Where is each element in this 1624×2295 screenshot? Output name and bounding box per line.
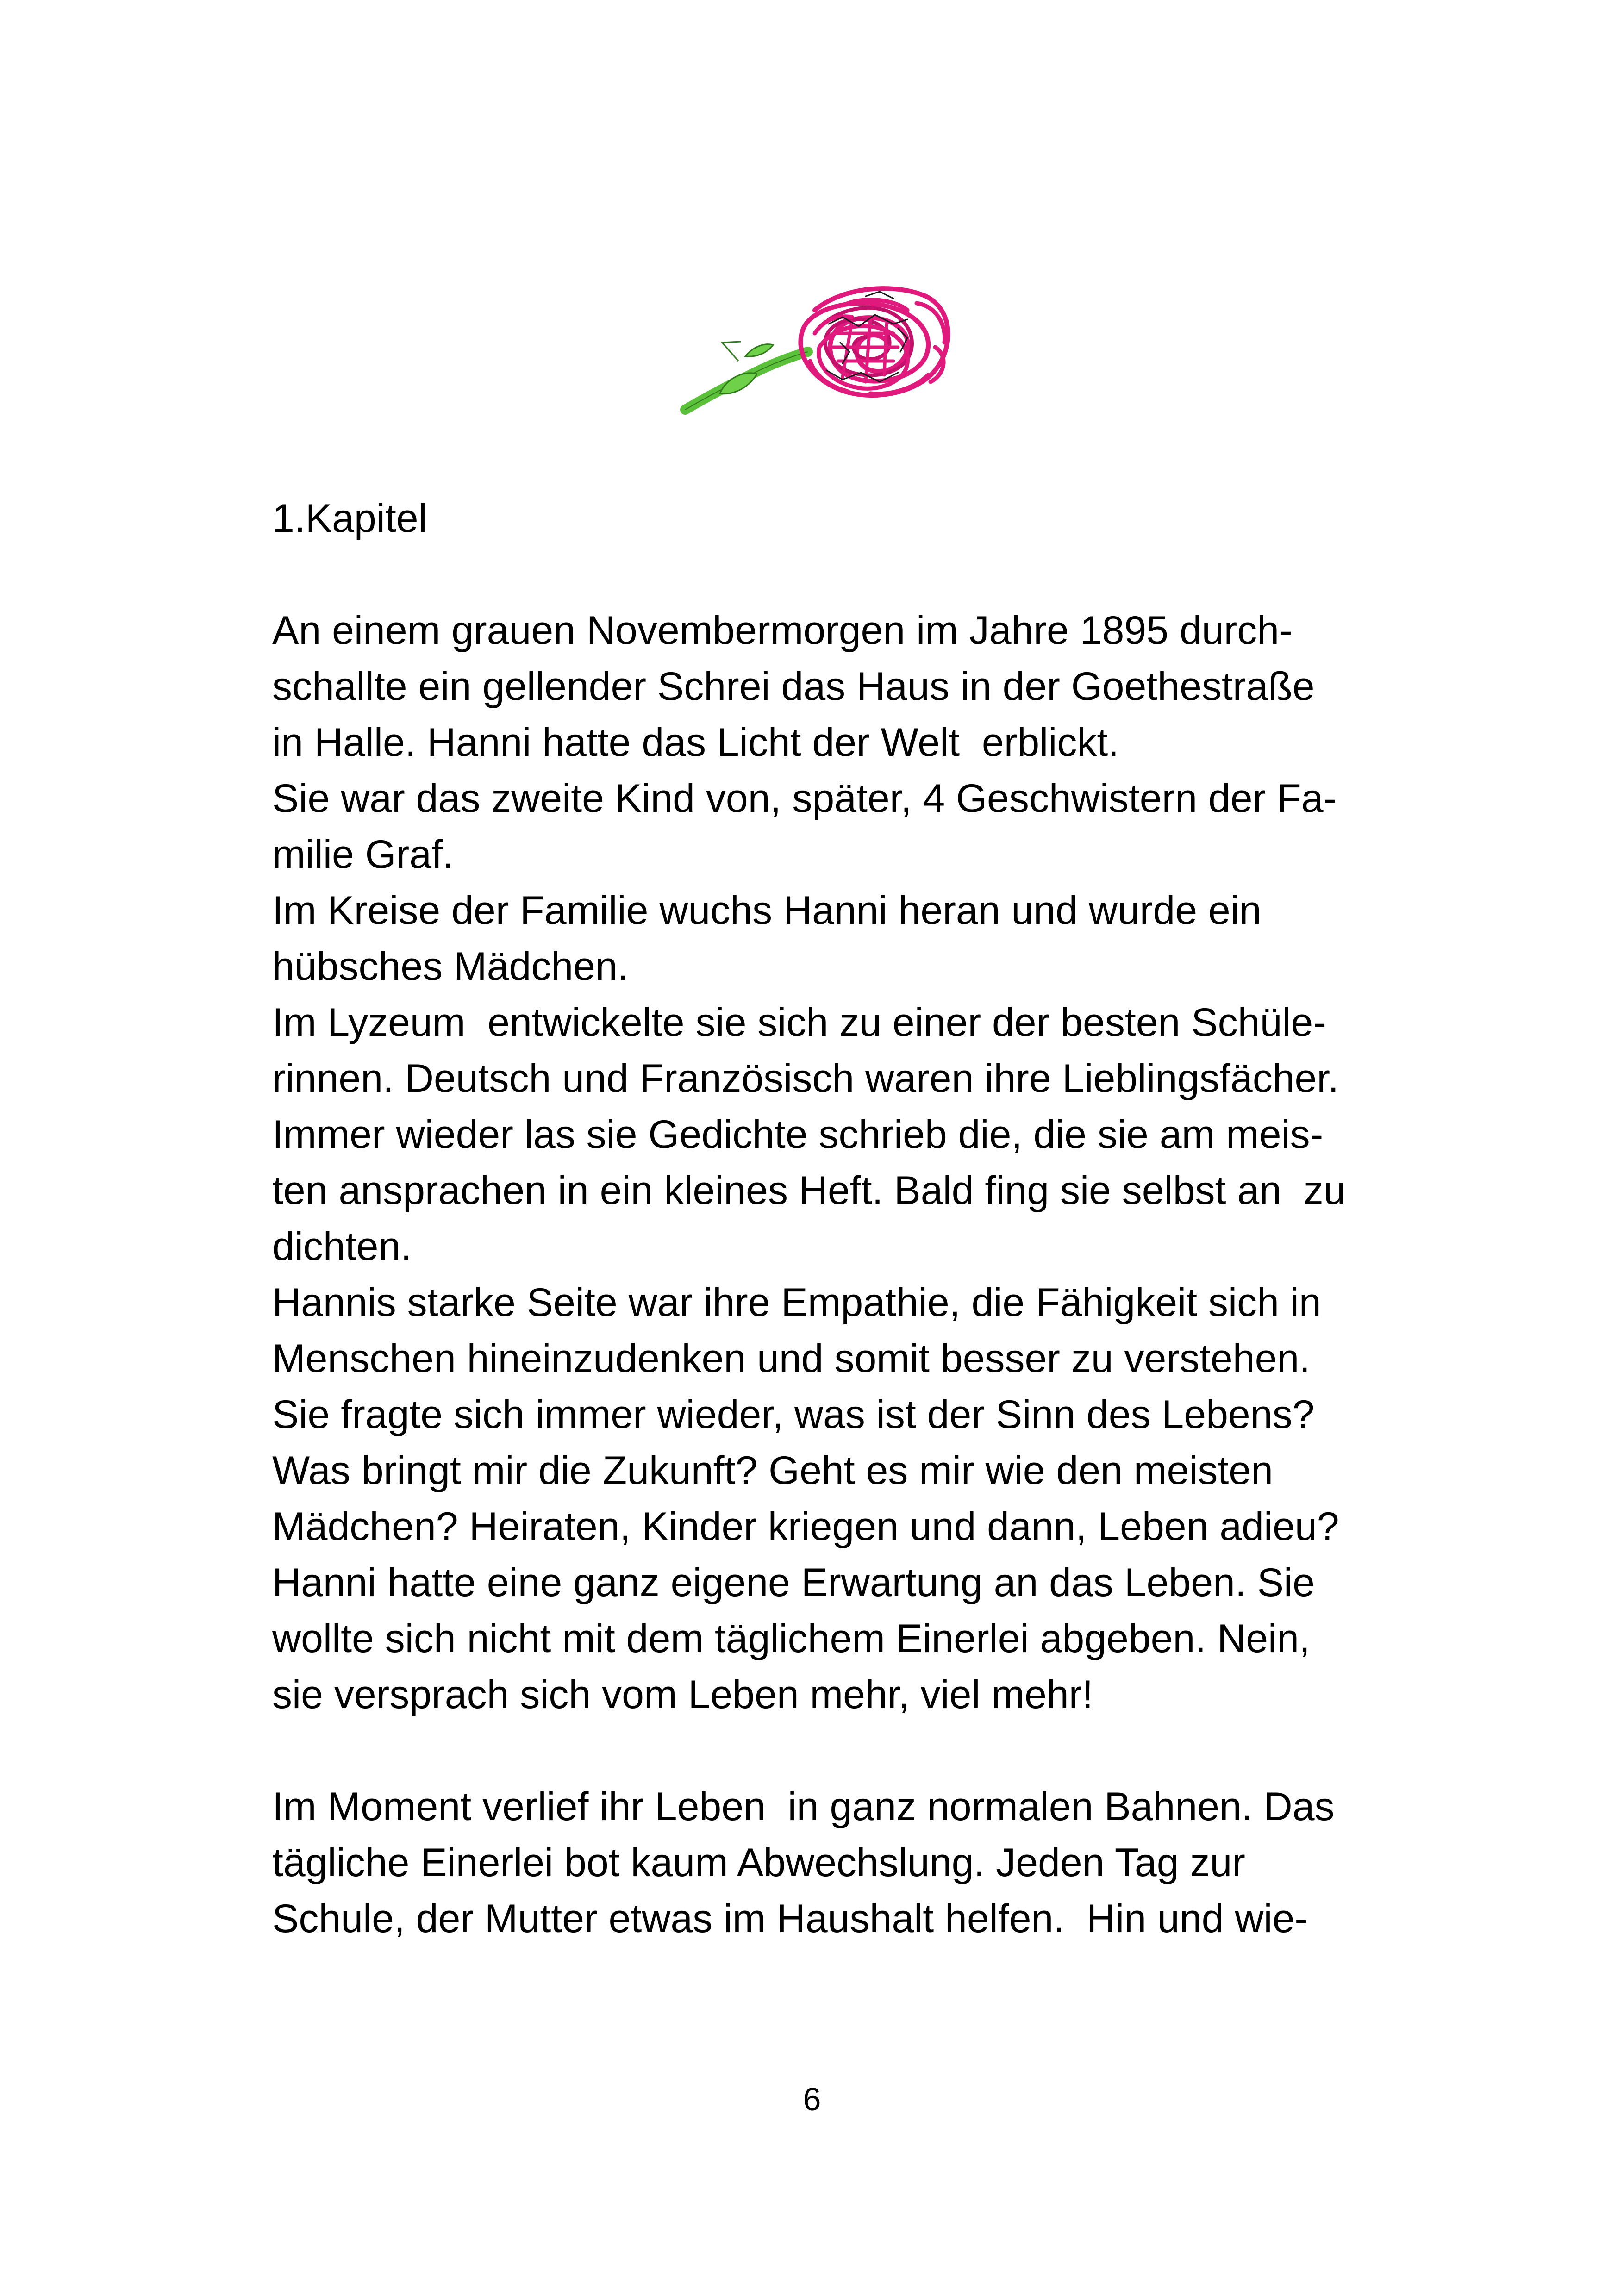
text-line: hübsches Mädchen. [272, 944, 629, 989]
text-line: wollte sich nicht mit dem täglichem Einerlei abgeben. Nein, [272, 1616, 1310, 1661]
text-line: Sie war das zweite Kind von, später, 4 Geschwistern der Fa- [272, 776, 1337, 821]
text-line: Sie fragte sich immer wieder, was ist der Sinn des Lebens? [272, 1392, 1315, 1437]
rose-bloom [800, 288, 948, 395]
text-line: sie versprach sich vom Leben mehr, viel mehr! [272, 1672, 1093, 1717]
text-line: An einem grauen Novembermorgen im Jahre 1895 durch- [272, 608, 1293, 653]
page-number: 6 [803, 2081, 821, 2117]
blank-line [272, 547, 1430, 603]
paragraph-1 [272, 603, 1430, 1723]
text-line: Schule, der Mutter etwas im Haushalt helfen. Hin und wie- [272, 1896, 1308, 1941]
chapter-heading: 1.Kapitel [272, 496, 427, 541]
text-line: milie Graf. [272, 832, 454, 877]
text-line: schallte ein gellender Schrei das Haus in der Goethestraße [272, 664, 1315, 709]
text-line: Menschen hineinzudenken und somit besser zu verstehen. [272, 1336, 1311, 1381]
text-line: Hanni hatte eine ganz eigene Erwartung an das Leben. Sie [272, 1560, 1315, 1605]
text-line: rinnen. Deutsch und Französisch waren ihre Lieblingsfächer. [272, 1056, 1339, 1101]
text-line: ten ansprachen in ein kleines Heft. Bald fing sie selbst an zu [272, 1168, 1346, 1213]
rose-illustration-icon [676, 278, 963, 417]
text-line: Im Kreise der Familie wuchs Hanni heran und wurde ein [272, 888, 1262, 933]
text-line: in Halle. Hanni hatte das Licht der Welt erblickt. [272, 720, 1119, 765]
text-line: tägliche Einerlei bot kaum Abwechslung. Jeden Tag zur [272, 1840, 1245, 1885]
text-line: Im Moment verlief ihr Leben in ganz normalen Bahnen. Das [272, 1784, 1335, 1829]
text-line: Was bringt mir die Zukunft? Geht es mir wie den meisten [272, 1448, 1273, 1493]
text-line: Mädchen? Heiraten, Kinder kriegen und dann, Leben adieu? [272, 1504, 1339, 1549]
text-line: dichten. [272, 1224, 412, 1269]
blank-line [272, 1723, 1430, 1779]
paragraph-2 [272, 1779, 1430, 1947]
text-line: Hannis starke Seite war ihre Empathie, die Fähigkeit sich in [272, 1280, 1321, 1325]
rose-stem [685, 342, 808, 410]
text-line: Im Lyzeum entwickelte sie sich zu einer der besten Schüle- [272, 1000, 1326, 1045]
text-line: Immer wieder las sie Gedichte schrieb die, die sie am meis- [272, 1112, 1324, 1157]
chapter-text [272, 491, 1430, 1947]
